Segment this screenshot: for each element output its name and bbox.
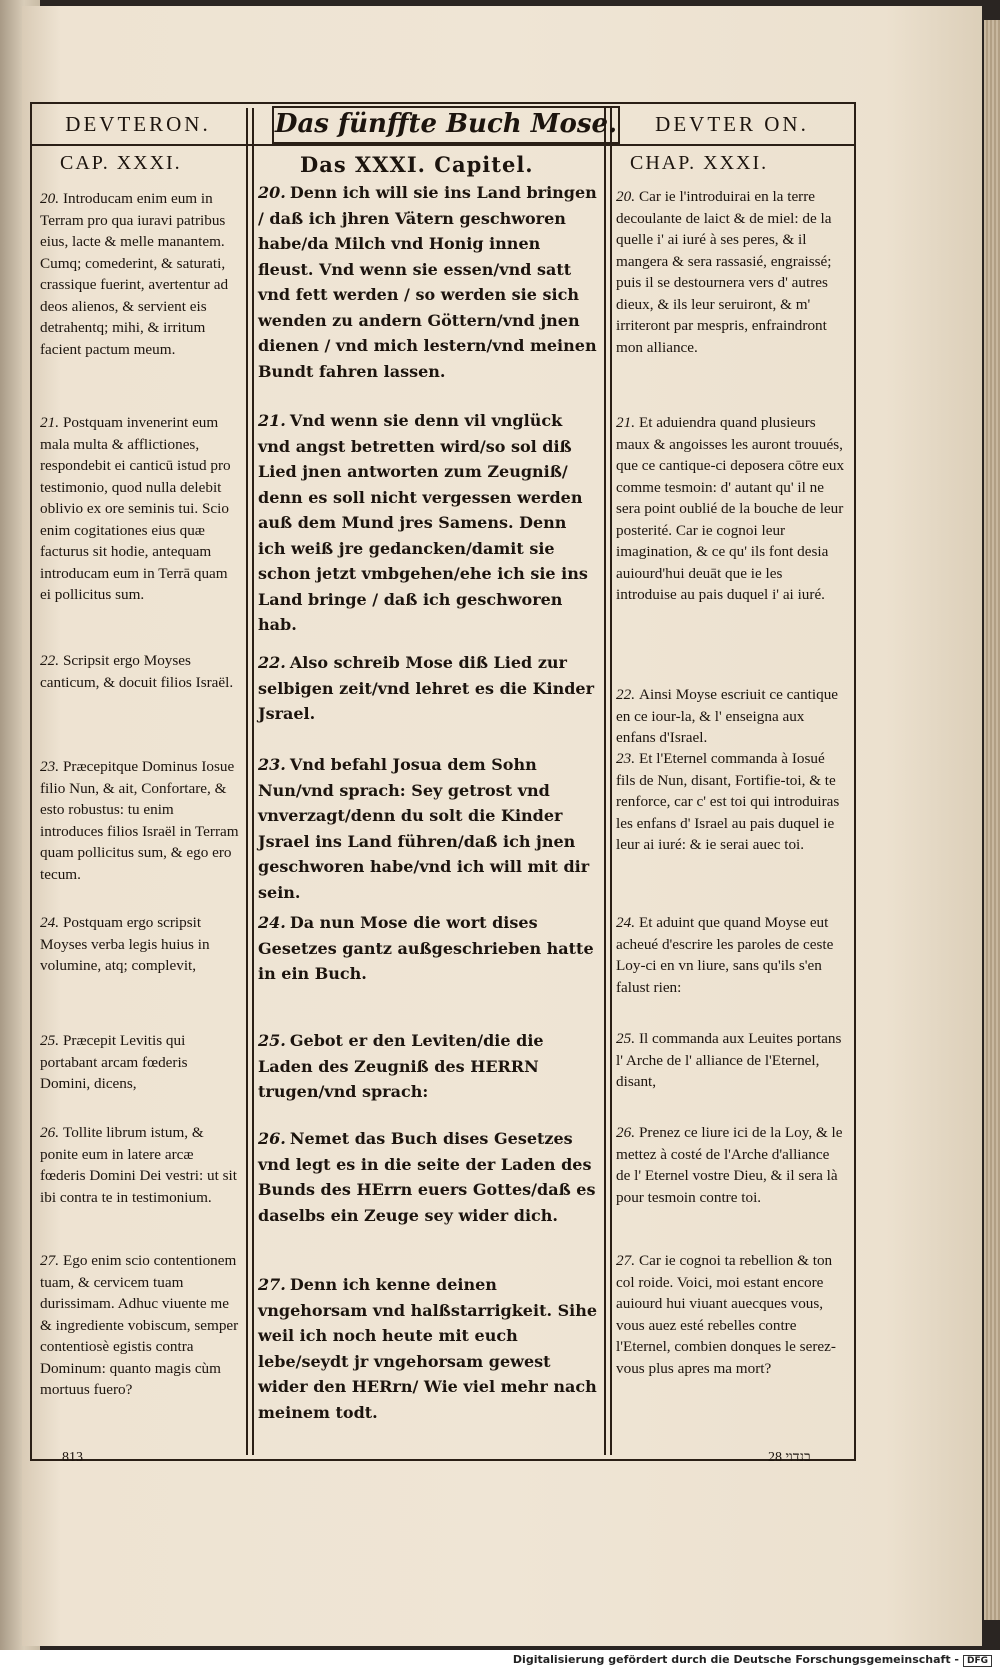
column-rule-left	[246, 108, 248, 1455]
french-verse: 21. Et aduiendra quand plusieurs maux & angoisses les auront trouués, que ce cantique-ci deposera cōtre eux comme tesmoin: d' autant qu' il ne sera point oublié de la bouche de leur posterité. Car ie cognoi leur imagination, & ce qu' ils font desia auiourd'hui deuāt que ie les introduise au pais duquel i' ai iuré.	[616, 414, 845, 603]
latin-verse: 26. Tollite librum istum, & ponite eum in latere arcæ fœderis Domini Dei vestri: ut sit ibi contra te in testimonium.	[40, 1124, 237, 1206]
footer-page-number: 813	[62, 1450, 83, 1465]
header-rule	[30, 144, 854, 146]
header-center-title: Das fünffte Buch Mose.	[272, 106, 620, 144]
page-fore-edge	[984, 20, 1000, 1620]
chapter-german: Das XXXI. Capitel.	[300, 152, 534, 177]
column-rule-right-inner	[610, 108, 612, 1455]
header-left: DEVTERON.	[65, 112, 211, 136]
german-verse: 20. Denn ich will sie ins Land bringen / daß ich jhren Vätern geschworen habe/da Milch vnd Honig innen fleust. Vnd wenn sie essen/vnd satt vnd fett werden / so werden sie sich wenden zu andern Göttern/vnd jnen dienen / vnd mich lestern/vnd meinen Bundt fahren lassen.	[258, 183, 597, 381]
french-verse: 26. Prenez ce liure ici de la Loy, & le mettez à costé de l'Arche d'alliance de l' Eternel vostre Dieu, & il sera là pour tesmoin contre toi.	[616, 1124, 843, 1206]
column-rule-right	[604, 108, 606, 1455]
latin-verse: 24. Postquam ergo scripsit Moyses verba legis huius in volumine, atq; complevit,	[40, 914, 210, 974]
latin-verse: 20. Introducam enim eum in Terram pro qua iuravi patribus eius, lacte & melle manantem. Cumq; comederint, & saturati, crassique fuerint, avertentur ad deos alienos, & servient eis detrahentq; mihi, & irritum facient pactum meum.	[40, 190, 229, 358]
footer-catchword: בנדוי 28	[768, 1450, 811, 1465]
german-verse: 22. Also schreib Mose diß Lied zur selbigen zeit/vnd lehret es die Kinder Jsrael.	[258, 653, 595, 723]
digitization-credit: Digitalisierung gefördert durch die Deutsche Forschungsgemeinschaft - DFG	[513, 1653, 992, 1667]
french-verse: 27. Car ie cognoi ta rebellion & ton col roide. Voici, moi estant encore auiourd hui viuant auecques vous, vous auez esté rebelles contre l'Eternel, combien donques le serez-vous plus apres ma mort?	[616, 1252, 836, 1377]
french-verse: 20. Car ie l'introduirai en la terre decoulante de laict & de miel: de la quelle i' ai iuré à ses peres, & il mangera & sera rassasié, engraissé; puis il se destournera vers d' autres dieux, & ils leur seruiront, & m' irriteront par mespris, enfraindront mon alliance.	[616, 188, 832, 356]
latin-verse: 22. Scripsit ergo Moyses canticum, & docuit filios Israël.	[40, 652, 234, 691]
french-verse: 23. Et l'Eternel commanda à Iosué fils de Nun, disant, Fortifie-toi, & te renforce, car c' est toi qui introduiras les enfans d' Israel au pais duquel ie leur ai iuré: & ie serai auec toi.	[616, 750, 840, 853]
header-right: DEVTER ON.	[655, 112, 809, 136]
chapter-french: CHAP. XXXI.	[630, 152, 769, 174]
german-verse: 24. Da nun Mose die wort dises Gesetzes gantz außgeschrieben hatte in ein Buch.	[258, 913, 594, 983]
column-rule-left-inner	[252, 108, 254, 1455]
french-verse: 24. Et aduint que quand Moyse eut acheué d'escrire les paroles de ceste Loy-ci en vn liure, sans qu'ils s'en falust rien:	[616, 914, 834, 996]
german-verse: 27. Denn ich kenne deinen vngehorsam vnd halßstarrigkeit. Sihe weil ich noch heute mit euch lebe/seydt jr vngehorsam gewest wider den HERrn/ Wie viel mehr nach meinem todt.	[258, 1275, 598, 1422]
latin-verse: 25. Præcepit Levitis qui portabant arcam fœderis Domini, dicens,	[40, 1032, 188, 1092]
latin-verse: 21. Postquam invenerint eum mala multa & afflictiones, respondebit ei canticū istud pro testimonio, quod nulla delebit oblivio ex ore seminis tui. Scio enim cogitationes eius quæ facturus sit hodie, antequam introducam eum in Terrā quam ei pollicitus sum.	[40, 414, 231, 603]
latin-verse: 23. Præcepitque Dominus Iosue filio Nun, & ait, Confortare, & esto robustus: tu enim introduces filios Israël in Terram quam pollicitus sum, & ego ero tecum.	[40, 758, 239, 883]
french-verse: 25. Il commanda aux Leuites portans l' Arche de l' alliance de l'Eternel, disant,	[616, 1030, 842, 1090]
french-verse: 22. Ainsi Moyse escriuit ce cantique en ce iour-la, & l' enseigna aux enfans d'Israel.	[616, 686, 839, 746]
german-verse: 23. Vnd befahl Josua dem Sohn Nun/vnd sprach: Sey getrost vnd vnverzagt/denn du solt die Kinder Jsrael ins Land führen/daß ich jnen geschworen habe/vnd ich will mit dir sein.	[258, 755, 590, 902]
german-verse: 25. Gebot er den Leviten/die die Laden des Zeugniß des HERRN trugen/vnd sprach:	[258, 1031, 544, 1101]
chapter-latin: CAP. XXXI.	[60, 152, 182, 174]
latin-verse: 27. Ego enim scio contentionem tuam, & cervicem tuam durissimam. Adhuc viuente me & ingrediente vobiscum, semper contentiosè egistis contra Dominum: quanto magis cùm mortuus fuero?	[40, 1252, 239, 1398]
german-verse: 26. Nemet das Buch dises Gesetzes vnd legt es in die seite der Laden des Bunds des HErrn euers Gottes/daß es daselbs ein Zeuge sey wider dich.	[258, 1129, 596, 1225]
german-verse: 21. Vnd wenn sie denn vil vnglück vnd angst betretten wird/so sol diß Lied jnen antworten zum Zeugniß/ denn es soll nicht vergessen werden auß dem Mund jres Samens. Denn ich weiß jre gedancken/damit sie schon jetzt vmbgehen/ehe ich sie ins Land bringe / daß ich geschworen hab.	[258, 411, 588, 634]
dfg-logo-icon: DFG	[963, 1655, 992, 1667]
